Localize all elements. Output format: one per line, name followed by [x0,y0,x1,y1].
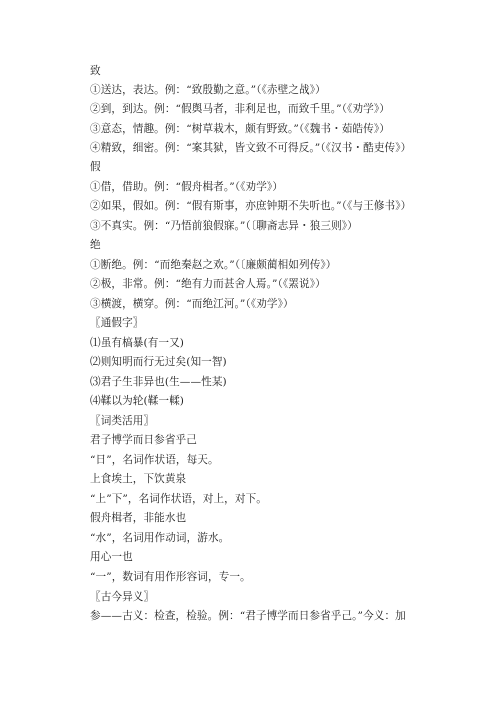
definition-line: ③意态，情趣。例：“树草栽木，颇有野致。”（《魏书・茹皓传》） [90,123,390,135]
heading-jue: 绝 [90,239,101,251]
list-item: ⑴虽有槁暴(有一又) [90,337,185,349]
definition-line: ④精致，细密。例：“案其狱，皆文致不可得反。”（《汉书・酷吏传》） [90,142,412,154]
definition-line: ②极，非常。例：“绝有力而甚舍人焉。”（《罴说》） [90,278,326,290]
list-item: ⑷鞣以为轮(鞣一輮) [90,395,185,407]
definition-line: ①断绝。例：“而绝秦赵之欢。”（〔廉颇蔺相如列传》） [90,259,337,271]
definition-line: ③不真实。例：“乃悟前狼假寐。”（〔聊斋志异・狼三则》） [90,220,358,232]
explanation-line: “上”下”，名词作状语，对上，对下。 [90,493,267,505]
definition-line: ②如果，假如。例：“假有斯事，亦庶钟期不失听也。”（《与王修书》） [90,200,412,212]
example-sentence: 上食埃土，下饮黄泉 [90,473,187,485]
example-sentence: 用心一也 [90,551,133,563]
definition-line: ①借，借助。例：“假舟楫者。”（《劝学》） [90,181,284,193]
section-heading-tongjiazi: 〖通假字〗 [90,317,144,329]
example-sentence: 假舟楫者，非能水也 [90,512,187,524]
explanation-line: “日”，名词作状语，每天。 [90,454,219,466]
section-heading-gujinyiyi: 〖古今异义〗 [90,591,155,603]
definition-line: ③横渡，横穿。例：“而绝江河。”（《劝学》） [90,298,294,310]
explanation-line: “水”，名词用作动词，游水。 [90,532,230,544]
definition-line: ①送达，表达。例：“致殷勤之意。”（《赤壁之战》） [90,84,326,96]
list-item: ⑵则知明而行无过矣(知一智) [90,356,227,368]
definition-line: ②到，到达。例：“假舆马者，非利足也，而致千里。”（《劝学》） [90,103,390,115]
heading-zhi: 致 [90,65,101,77]
list-item: ⑶君子生非异也(生——性某) [90,376,227,388]
heading-jia: 假 [90,161,101,173]
section-heading-cileihuoyong: 〖词类活用〗 [90,415,155,427]
example-sentence: 君子博学而日参省乎己 [90,434,197,446]
explanation-line: 参——古义：检查，检验。例：“君子博学而日参省乎己。”今义：加 [90,610,406,622]
explanation-line: “一”，数词有用作形容词，专一。 [90,571,251,583]
